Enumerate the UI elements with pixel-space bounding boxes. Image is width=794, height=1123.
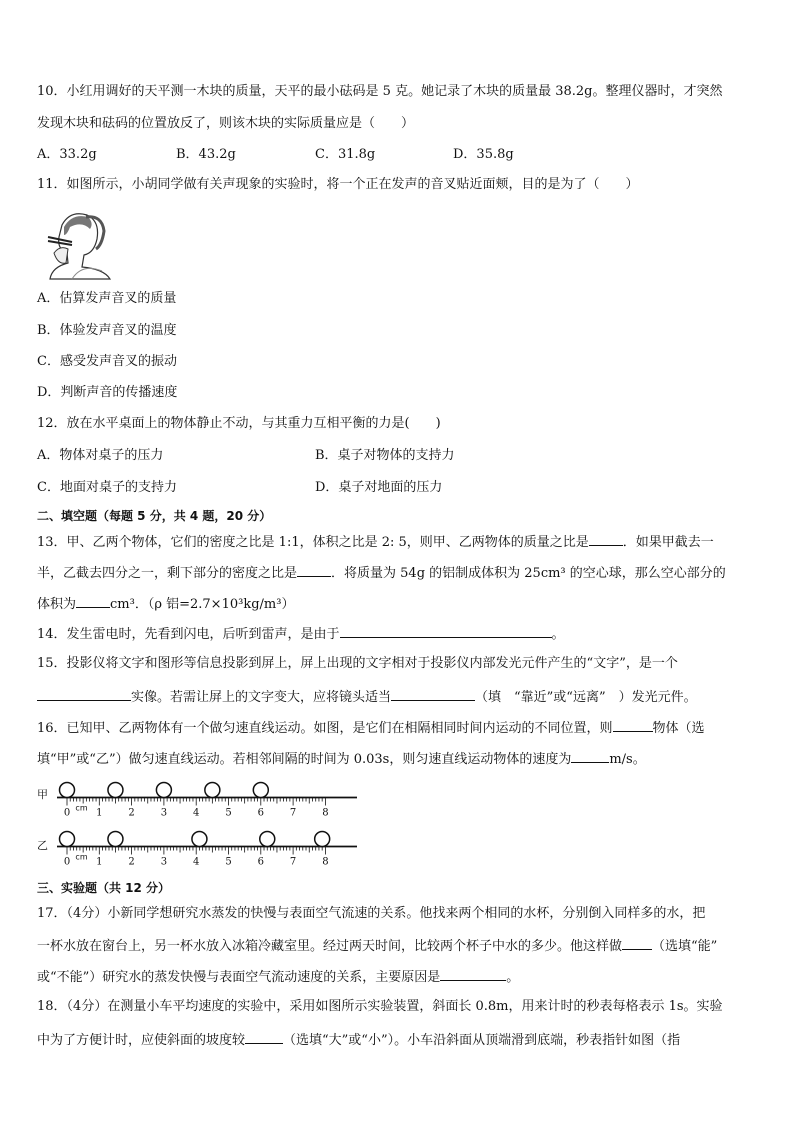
tuning-fork-face-illustration xyxy=(42,205,117,280)
q14-text: 14．发生雷电时，先看到闪电，后听到雷声，是由于 xyxy=(37,627,340,642)
q10-option-a: A．33.2g xyxy=(37,147,97,162)
q13-line1-b: ．如果甲截去一 xyxy=(622,535,714,550)
q12-stem: 12．放在水平桌面上的物体静止不动，与其重力互相平衡的力是( ) xyxy=(37,416,441,431)
ball-position-marker xyxy=(315,832,330,847)
q12-option-d: D．桌子对地面的压力 xyxy=(315,480,443,495)
q14-end: 。 xyxy=(551,627,565,642)
ball-position-marker xyxy=(108,783,123,798)
ruler-tick-label: 3 xyxy=(160,856,168,868)
ruler-unit-label: cm xyxy=(75,852,88,862)
q13-blank-1[interactable] xyxy=(589,533,623,546)
q17-line1: 17．（4分）小新同学想研究水蒸发的快慢与表面空气流速的关系。他找来两个相同的水杯，分别倒入同样多的水，把 xyxy=(37,906,706,921)
ball-position-marker xyxy=(60,783,75,798)
ruler-tick-label: 1 xyxy=(96,856,103,868)
q10-option-d: D．35.8g xyxy=(453,147,514,162)
q17-blank-2[interactable] xyxy=(440,968,506,981)
ruler-tick-label: 8 xyxy=(322,807,329,819)
ruler-tick-label: 4 xyxy=(193,856,200,868)
q17-line2: 一杯水放在窗台上，另一杯水放入冰箱冷藏室里。经过两天时间，比较两个杯子中水的多少。他这样做 xyxy=(37,939,623,954)
ball-position-marker xyxy=(260,832,275,847)
ruler-tick-label: 1 xyxy=(96,807,103,819)
q13-line3-a: 体积为 xyxy=(37,597,77,612)
q13-blank-2[interactable] xyxy=(297,564,331,577)
ruler-label-jia: 甲 xyxy=(37,788,48,801)
q15-line2-b: （填 “靠近”或“远离” ）发光元件。 xyxy=(475,690,697,705)
q15-blank-2[interactable] xyxy=(391,688,475,701)
ruler-tick-label: 8 xyxy=(322,856,329,868)
q16-line2-b: m/s。 xyxy=(609,752,646,767)
q10-option-c: C．31.8g xyxy=(315,147,376,162)
ball-position-marker xyxy=(108,832,123,847)
q16-line1-a: 16．已知甲、乙两物体有一个做匀速直线运动。如图，是它们在相隔相同时间内运动的不同位置，则 xyxy=(37,721,613,736)
ruler-tick-label: 7 xyxy=(289,856,297,868)
ruler-jia xyxy=(57,780,357,820)
q15-blank-1[interactable] xyxy=(37,688,131,701)
q17-line3-a: 或“不能”）研究水的蒸发快慢与表面空气流动速度的关系，主要原因是 xyxy=(37,970,441,985)
ball-position-marker xyxy=(192,832,207,847)
q10-option-b: B．43.2g xyxy=(176,147,236,162)
q13-line3-b: cm³．（ρ 铝=2.7×10³kg/m³） xyxy=(110,597,295,612)
q18-line2-b: （选填“大”或“小”）。小车沿斜面从顶端滑到底端，秒表指针如图（指 xyxy=(283,1033,681,1048)
q13-line1-a: 13．甲、乙两个物体，它们的密度之比是 1:1，体积之比是 2: 5，则甲、乙两物体的质量之比是 xyxy=(37,535,589,550)
q11-stem: 11．如图所示，小胡同学做有关声现象的实验时，将一个正在发声的音叉贴近面颊，目的是为了（ ） xyxy=(37,177,639,192)
q18-blank-1[interactable] xyxy=(245,1031,283,1044)
q18-line2-a: 中为了方便计时，应使斜面的坡度较 xyxy=(37,1033,246,1048)
ball-position-marker xyxy=(156,783,171,798)
q10-line2: 发现木块和砝码的位置放反了，则该木块的实际质量应是（ ） xyxy=(37,116,415,131)
q13-line2-b: ．将质量为 54g 的铝制成体积为 25cm³ 的空心球，那么空心部分的 xyxy=(331,566,726,581)
q17-line2-b: （选填“能” xyxy=(652,939,718,954)
q12-option-b: B．桌子对物体的支持力 xyxy=(315,448,455,463)
ball-position-marker xyxy=(205,783,220,798)
q11-option-d: D．判断声音的传播速度 xyxy=(37,385,178,400)
section-2-heading: 二、填空题（每题 5 分，共 4 题，20 分） xyxy=(37,509,272,523)
ruler-tick-label: 2 xyxy=(128,807,135,819)
ruler-tick-label: 5 xyxy=(225,807,232,819)
ruler-tick-label: 6 xyxy=(257,807,264,819)
q15-line1: 15．投影仪将文字和图形等信息投影到屏上，屏上出现的文字相对于投影仪内部发光元件产生的“文字”，是一个 xyxy=(37,656,678,671)
q18-line1: 18．（4分）在测量小车平均速度的实验中，采用如图所示实验装置，斜面长 0.8m，用来计时的秒表每格表示 1s。实验 xyxy=(37,999,723,1014)
ball-position-marker xyxy=(253,783,268,798)
ruler-tick-label: 4 xyxy=(193,807,200,819)
q12-option-c: C．地面对桌子的支持力 xyxy=(37,480,177,495)
ruler-tick-label: 7 xyxy=(289,807,297,819)
q17-blank-1[interactable] xyxy=(622,937,652,950)
ball-position-marker xyxy=(60,832,75,847)
ruler-tick-label: 6 xyxy=(257,856,264,868)
q11-option-b: B．体验发声音叉的温度 xyxy=(37,323,177,338)
q11-option-a: A．估算发声音叉的质量 xyxy=(37,291,177,306)
q10-line1: 10．小红用调好的天平测一木块的质量，天平的最小砝码是 5 克。她记录了木块的质量最 38.2g。整理仪器时，才突然 xyxy=(37,84,723,99)
ruler-tick-label: 0 xyxy=(63,807,71,819)
ruler-tick-label: 0 xyxy=(63,856,71,868)
q16-blank-1[interactable] xyxy=(613,719,653,732)
q15-line2-a: 实像。若需让屏上的文字变大，应将镜头适当 xyxy=(131,690,392,705)
ruler-tick-label: 3 xyxy=(160,807,168,819)
ruler-tick-label: 2 xyxy=(128,856,135,868)
q14-blank[interactable] xyxy=(340,625,552,638)
q12-option-a: A．物体对桌子的压力 xyxy=(37,448,164,463)
ruler-unit-label: cm xyxy=(75,803,88,813)
ruler-label-yi: 乙 xyxy=(37,839,48,852)
ruler-tick-label: 5 xyxy=(225,856,232,868)
q16-line1-b: 物体（选 xyxy=(652,721,705,736)
section-3-heading: 三、实验题（共 12 分） xyxy=(37,881,171,895)
q13-blank-3[interactable] xyxy=(76,595,110,608)
q11-option-c: C．感受发声音叉的振动 xyxy=(37,354,177,369)
ruler-yi xyxy=(57,827,357,869)
q16-blank-2[interactable] xyxy=(571,750,609,763)
q16-line2-a: 填“甲”或“乙”）做匀速直线运动。若相邻间隔的时间为 0.03s，则匀速直线运动物体的速度为 xyxy=(37,752,572,767)
q13-line2-a: 半，乙截去四分之一，剩下部分的密度之比是 xyxy=(37,566,298,581)
q17-line3-b: 。 xyxy=(506,970,520,985)
